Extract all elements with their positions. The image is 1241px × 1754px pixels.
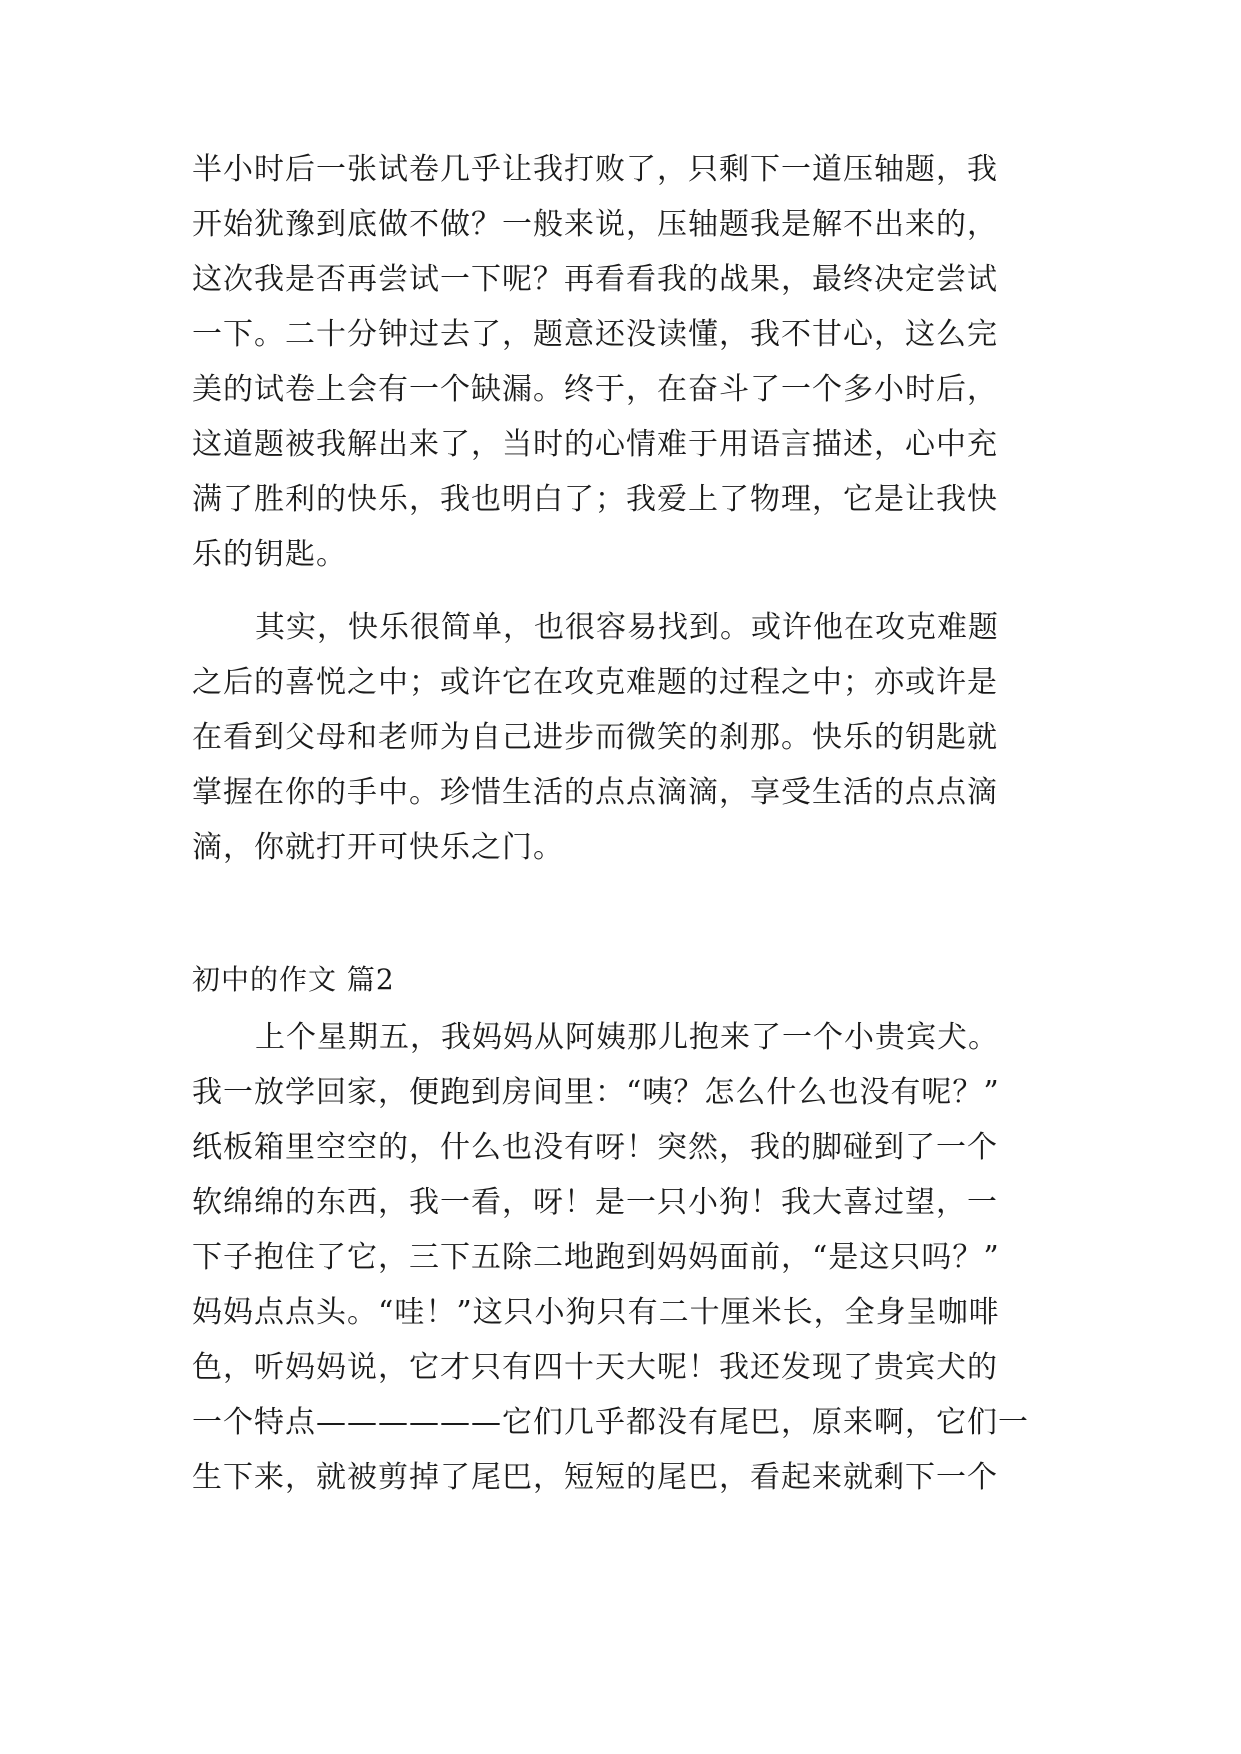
paragraph-line: 纸板箱里空空的，什么也没有呀！突然，我的脚碰到了一个 (192, 1130, 998, 1165)
section-heading: 初中的作文 篇2 (192, 963, 395, 996)
paragraph-line: 美的试卷上会有一个缺漏。终于，在奋斗了一个多小时后， (192, 372, 998, 407)
paragraph-line: 妈妈点点头。“哇！”这只小狗只有二十厘米长，全身呈咖啡 (192, 1295, 1000, 1330)
paragraph-line: 在看到父母和老师为自己进步而微笑的刹那。快乐的钥匙就 (192, 720, 998, 755)
paragraph-line: 色，听妈妈说，它才只有四十天大呢！我还发现了贵宾犬的 (192, 1350, 998, 1385)
paragraph-line: 滴，你就打开可快乐之门。 (192, 830, 564, 865)
paragraph-line: 满了胜利的快乐，我也明白了；我爱上了物理，它是让我快 (192, 482, 998, 517)
paragraph-line: 其实，快乐很简单，也很容易找到。或许他在攻克难题 (255, 610, 999, 645)
paragraph-line: 一下。二十分钟过去了，题意还没读懂，我不甘心，这么完 (192, 317, 998, 352)
paragraph-line: 之后的喜悦之中；或许它在攻克难题的过程之中；亦或许是 (192, 665, 998, 700)
paragraph-line: 乐的钥匙。 (192, 537, 347, 572)
paragraph-line: 一个特点——————它们几乎都没有尾巴，原来啊，它们一 (192, 1405, 1029, 1440)
paragraph-line: 软绵绵的东西，我一看，呀！是一只小狗！我大喜过望，一 (192, 1185, 998, 1220)
paragraph-line: 我一放学回家，便跑到房间里：“咦？怎么什么也没有呢？” (192, 1075, 1000, 1110)
paragraph-line: 生下来，就被剪掉了尾巴，短短的尾巴，看起来就剩下一个 (192, 1460, 998, 1495)
paragraph-line: 半小时后一张试卷几乎让我打败了，只剩下一道压轴题，我 (192, 152, 998, 187)
paragraph-line: 下子抱住了它，三下五除二地跑到妈妈面前，“是这只吗？” (192, 1240, 1000, 1275)
paragraph-line: 这次我是否再尝试一下呢？再看看我的战果，最终决定尝试 (192, 262, 998, 297)
paragraph-line: 上个星期五，我妈妈从阿姨那儿抱来了一个小贵宾犬。 (255, 1020, 999, 1055)
paragraph-line: 开始犹豫到底做不做？一般来说，压轴题我是解不出来的， (192, 207, 998, 242)
paragraph-line: 这道题被我解出来了，当时的心情难于用语言描述，心中充 (192, 427, 998, 462)
paragraph-line: 掌握在你的手中。珍惜生活的点点滴滴，享受生活的点点滴 (192, 775, 998, 810)
